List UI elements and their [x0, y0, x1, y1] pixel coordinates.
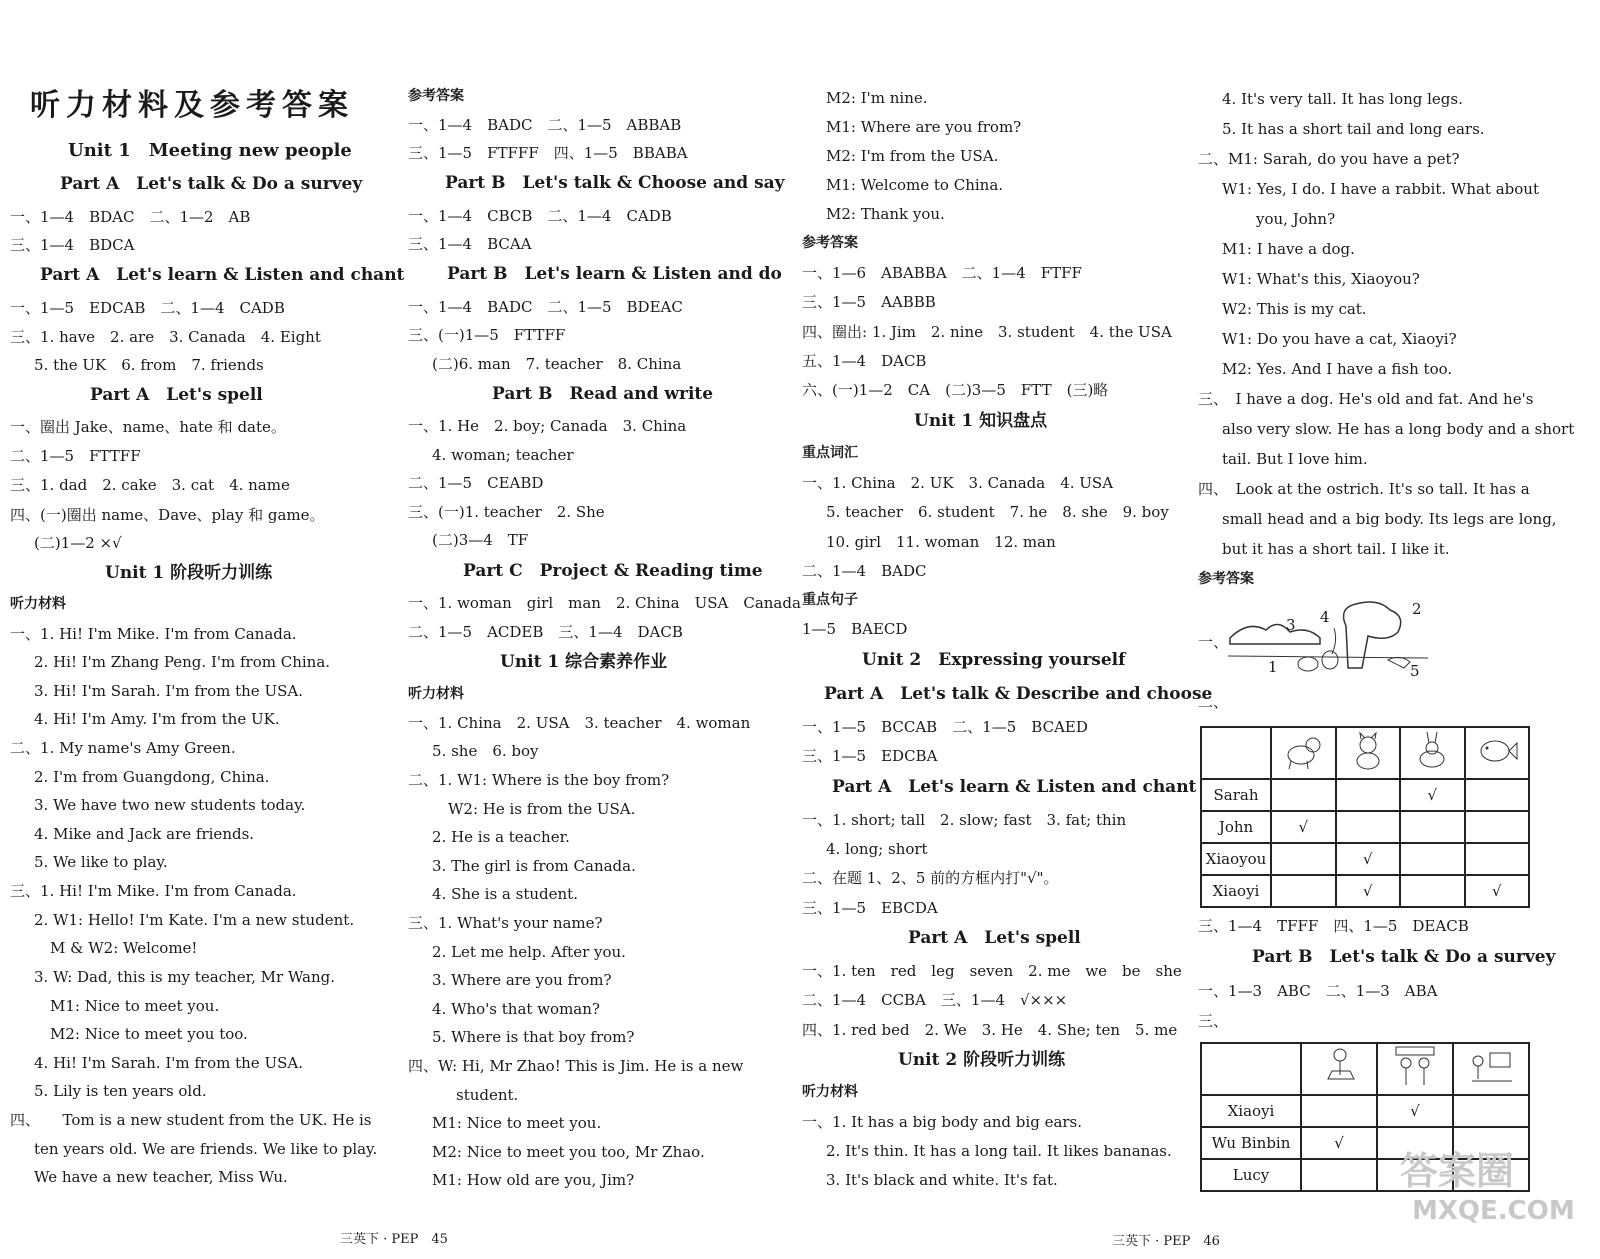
answer-line: 三、1. Hi! I'm Mike. I'm from Canada.	[10, 882, 297, 900]
answer-line: 2. I'm from Guangdong, China.	[34, 768, 270, 786]
section-heading: Part A Let's spell	[908, 928, 1081, 948]
answer-line: M1: Welcome to China.	[826, 176, 1004, 194]
mark-cell	[1400, 811, 1465, 843]
two-kids-icon	[1377, 1043, 1453, 1095]
mark-cell: √	[1400, 779, 1465, 811]
boy-computer-icon	[1453, 1043, 1529, 1095]
mark-cell: √	[1465, 875, 1530, 907]
answer-line: 四、W: Hi, Mr Zhao! This is Jim. He is a new	[408, 1057, 744, 1075]
answer-line: 三、1—5 EDCBA	[802, 747, 938, 765]
section-heading: Part A Let's learn & Listen and chant	[40, 265, 405, 285]
answer-line: 四、 Look at the ostrich. It's so tall. It has a	[1198, 480, 1530, 498]
answer-line: 一、	[1198, 633, 1229, 651]
mark-cell	[1301, 1159, 1377, 1191]
section-heading: Part A Let's talk & Describe and choose	[824, 684, 1213, 704]
answer-line: M1: Where are you from?	[826, 118, 1022, 136]
row-name: Xiaoyi	[1201, 1095, 1301, 1127]
answer-line: M & W2: Welcome!	[50, 939, 198, 957]
page-footer-right: 三英下 · PEP 46	[1112, 1234, 1220, 1249]
answer-line: W2: This is my cat.	[1222, 300, 1367, 318]
answer-line: M1: Nice to meet you.	[432, 1114, 602, 1132]
answer-line: M2: Nice to meet you too.	[50, 1025, 248, 1043]
answer-line: We have a new teacher, Miss Wu.	[34, 1168, 288, 1186]
answer-line: W1: What's this, Xiaoyou?	[1222, 270, 1420, 288]
answer-line: 三、1—4 BCAA	[408, 235, 532, 253]
answer-line: 二、1—5 FTTFF	[10, 447, 141, 465]
section-label: 听力材料	[10, 596, 66, 612]
answer-line: 一、1—4 CBCB 二、1—4 CADB	[408, 207, 672, 225]
answer-line: 5. It has a short tail and long ears.	[1222, 120, 1485, 138]
answer-line: 二、M1: Sarah, do you have a pet?	[1198, 150, 1460, 168]
answer-line: small head and a big body. Its legs are long,	[1222, 510, 1557, 528]
row-name: Sarah	[1201, 779, 1271, 811]
section-heading: Part C Project & Reading time	[463, 561, 763, 581]
answer-line: W1: Yes, I do. I have a rabbit. What about	[1222, 180, 1539, 198]
boy-reading-icon	[1301, 1043, 1377, 1095]
answer-line: W1: Do you have a cat, Xiaoyi?	[1222, 330, 1457, 348]
section-heading: Unit 2 Expressing yourself	[862, 650, 1126, 670]
answer-line: 五、1—4 DACB	[802, 352, 927, 370]
answer-line: 一、1—5 BCCAB 二、1—5 BCAED	[802, 718, 1088, 736]
section-heading: Part B Let's talk & Choose and say	[445, 173, 785, 193]
answer-line: 2. Hi! I'm Zhang Peng. I'm from China.	[34, 653, 331, 671]
answer-line: M1: Nice to meet you.	[50, 997, 220, 1015]
answer-line: 3. Where are you from?	[432, 971, 612, 989]
mark-cell	[1301, 1095, 1377, 1127]
answer-line: 二、1—4 CCBA 三、1—4 √×××	[802, 991, 1068, 1009]
answer-line: 10. girl 11. woman 12. man	[826, 533, 1056, 551]
watermark-logo: 答案圈	[1400, 1149, 1515, 1193]
section-label: 听力材料	[408, 686, 464, 702]
pet-table	[1200, 726, 1530, 908]
section-label: 重点词汇	[802, 445, 858, 461]
answer-line: 六、(一)1—2 CA (二)3—5 FTT (三)略	[802, 381, 1109, 399]
picture-number: 3	[1286, 616, 1296, 634]
mark-cell: √	[1301, 1127, 1377, 1159]
answer-line: 4. Hi! I'm Amy. I'm from the UK.	[34, 710, 280, 728]
mark-cell	[1336, 811, 1401, 843]
mark-cell: √	[1336, 843, 1401, 875]
answer-line: 三、1. What's your name?	[408, 914, 603, 932]
mark-cell	[1336, 779, 1401, 811]
answer-line: ten years old. We are friends. We like to play.	[34, 1140, 378, 1158]
answer-line: 二、	[1198, 693, 1229, 711]
answer-line: 二、1. W1: Where is the boy from?	[408, 771, 670, 789]
answer-line: but it has a short tail. I like it.	[1222, 540, 1450, 558]
answer-line: 三、	[1198, 1012, 1229, 1030]
answer-line: M2: Yes. And I have a fish too.	[1222, 360, 1453, 378]
answer-line: 三、1. have 2. are 3. Canada 4. Eight	[10, 328, 321, 346]
answer-line: 一、1—3 ABC 二、1—3 ABA	[1198, 982, 1438, 1000]
answer-line: 一、1—4 BDAC 二、1—2 AB	[10, 208, 251, 226]
fish-icon	[1465, 727, 1530, 779]
picture-number: 1	[1268, 658, 1278, 676]
answer-line: 三、(一)1—5 FTTFF	[408, 326, 566, 344]
section-label: 重点句子	[802, 592, 858, 608]
section-heading: Unit 1 知识盘点	[914, 411, 1048, 431]
answer-line: 三、1—5 AABBB	[802, 293, 936, 311]
picture-number: 5	[1410, 662, 1420, 680]
section-heading: Part A Let's spell	[90, 385, 263, 405]
dog-icon	[1271, 727, 1336, 779]
answer-line: 4. woman; teacher	[432, 446, 574, 464]
answer-line: 三、(一)1. teacher 2. She	[408, 503, 605, 521]
mark-cell: √	[1271, 811, 1336, 843]
answer-line: tail. But I love him.	[1222, 450, 1368, 468]
answer-line: (二)6. man 7. teacher 8. China	[432, 355, 682, 373]
section-heading: Part A Let's learn & Listen and chant	[832, 777, 1197, 797]
answer-line: 一、1—5 EDCAB 二、1—4 CADB	[10, 299, 285, 317]
answer-line: 二、1—4 BADC	[802, 562, 927, 580]
section-heading: Unit 1 阶段听力训练	[105, 563, 273, 583]
answer-line: M2: I'm nine.	[826, 89, 928, 107]
section-label: 参考答案	[802, 235, 858, 251]
answer-line: 二、1—5 ACDEB 三、1—4 DACB	[408, 623, 683, 641]
answer-line: 3. The girl is from Canada.	[432, 857, 636, 875]
answer-line: 三、1—5 FTFFF 四、1—5 BBABA	[408, 144, 688, 162]
mark-cell	[1465, 843, 1530, 875]
cat-icon	[1336, 727, 1401, 779]
row-name: Wu Binbin	[1201, 1127, 1301, 1159]
mark-cell	[1453, 1095, 1529, 1127]
answer-line: 3. We have two new students today.	[34, 796, 306, 814]
answer-line: 二、1. My name's Amy Green.	[10, 739, 236, 757]
answer-line: 二、1—5 CEABD	[408, 474, 544, 492]
answer-line: M1: I have a dog.	[1222, 240, 1355, 258]
answer-line: (二)1—2 ×√	[34, 534, 122, 552]
answer-line: 5. teacher 6. student 7. he 8. she 9. boy	[826, 503, 1169, 521]
answer-line: 2. It's thin. It has a long tail. It likes bananas.	[826, 1142, 1172, 1160]
answer-line: 2. Let me help. After you.	[432, 943, 626, 961]
answer-line: 一、1—6 ABABBA 二、1—4 FTFF	[802, 264, 1082, 282]
answer-line: 4. It's very tall. It has long legs.	[1222, 90, 1463, 108]
answer-line: 2. W1: Hello! I'm Kate. I'm a new student.	[34, 911, 355, 929]
answer-line: 一、1. China 2. USA 3. teacher 4. woman	[408, 714, 751, 732]
answer-line: 1—5 BAECD	[802, 620, 908, 638]
mark-cell	[1271, 875, 1336, 907]
answer-line: 4. Hi! I'm Sarah. I'm from the USA.	[34, 1054, 303, 1072]
scene-picture	[1228, 598, 1428, 680]
answer-line: 3. Hi! I'm Sarah. I'm from the USA.	[34, 682, 303, 700]
answer-line: 三、1—5 EBCDA	[802, 899, 938, 917]
answer-line: 一、1. short; tall 2. slow; fast 3. fat; thin	[802, 811, 1127, 829]
answer-line: M2: I'm from the USA.	[826, 147, 999, 165]
answer-line: 一、圈出 Jake、name、hate 和 date。	[10, 418, 286, 436]
answer-line: 2. He is a teacher.	[432, 828, 570, 846]
answer-line: 3. It's black and white. It's fat.	[826, 1171, 1058, 1189]
answer-line: 三、1. dad 2. cake 3. cat 4. name	[10, 476, 290, 494]
mark-cell: √	[1377, 1095, 1453, 1127]
answer-line: 二、在题 1、2、5 前的方框内打"√"。	[802, 869, 1059, 887]
row-name: Lucy	[1201, 1159, 1301, 1191]
answer-line: 一、1. China 2. UK 3. Canada 4. USA	[802, 474, 1114, 492]
section-label: 参考答案	[408, 88, 464, 104]
picture-number: 4	[1320, 608, 1330, 626]
unit-heading: Unit 1 Meeting new people	[68, 140, 352, 161]
answer-line: 4. long; short	[826, 840, 928, 858]
answer-line: 5. the UK 6. from 7. friends	[34, 356, 264, 374]
section-label: 听力材料	[802, 1084, 858, 1100]
answer-line: 一、1—4 BADC 二、1—5 BDEAC	[408, 298, 683, 316]
answer-line: 三、1—4 TFFF 四、1—5 DEACB	[1198, 917, 1469, 935]
page-footer-left: 三英下 · PEP 45	[340, 1232, 448, 1247]
mark-cell	[1271, 843, 1336, 875]
answer-line: you, John?	[1256, 210, 1336, 228]
rabbit-icon	[1400, 727, 1465, 779]
section-heading: Part B Read and write	[492, 384, 714, 404]
answer-line: 4. Mike and Jack are friends.	[34, 825, 255, 843]
answer-line: 一、1. woman girl man 2. China USA Canada	[408, 594, 801, 612]
answer-line: 四、圈出: 1. Jim 2. nine 3. student 4. the USA	[802, 323, 1172, 341]
section-heading: Part B Let's talk & Do a survey	[1252, 947, 1556, 967]
answer-line: 5. she 6. boy	[432, 742, 539, 760]
answer-line: 四、 Tom is a new student from the UK. He is	[10, 1111, 372, 1129]
answer-line: also very slow. He has a long body and a short	[1222, 420, 1575, 438]
mark-cell: √	[1336, 875, 1401, 907]
mark-cell	[1271, 779, 1336, 811]
section-heading: Part A Let's talk & Do a survey	[60, 174, 363, 194]
answer-line: 四、(一)圈出 name、Dave、play 和 game。	[10, 506, 325, 524]
section-heading: Unit 1 综合素养作业	[500, 652, 668, 672]
row-name: John	[1201, 811, 1271, 843]
mark-cell	[1400, 875, 1465, 907]
answer-line: 一、1. Hi! I'm Mike. I'm from Canada.	[10, 625, 297, 643]
answer-line: (二)3—4 TF	[432, 531, 529, 549]
answer-line: 一、1. It has a big body and big ears.	[802, 1113, 1083, 1131]
row-name: Xiaoyou	[1201, 843, 1271, 875]
answer-line: 5. We like to play.	[34, 853, 168, 871]
section-heading: Unit 2 阶段听力训练	[898, 1050, 1066, 1070]
answer-line: 4. Who's that woman?	[432, 1000, 600, 1018]
section-label: 参考答案	[1198, 571, 1254, 587]
answer-line: 一、1—4 BADC 二、1—5 ABBAB	[408, 116, 682, 134]
mark-cell	[1400, 843, 1465, 875]
section-heading: Part B Let's learn & Listen and do	[447, 264, 782, 284]
watermark-url: MXQE.COM	[1412, 1196, 1575, 1226]
answer-line: M2: Thank you.	[826, 205, 945, 223]
answer-line: M1: How old are you, Jim?	[432, 1171, 635, 1189]
answer-line: 三、1—4 BDCA	[10, 236, 135, 254]
answer-line: M2: Nice to meet you too, Mr Zhao.	[432, 1143, 705, 1161]
mark-cell	[1465, 811, 1530, 843]
answer-line: 三、 I have a dog. He's old and fat. And he's	[1198, 390, 1534, 408]
answer-line: 4. She is a student.	[432, 885, 578, 903]
answer-line: student.	[456, 1086, 519, 1104]
mark-cell	[1465, 779, 1530, 811]
row-name: Xiaoyi	[1201, 875, 1271, 907]
picture-number: 2	[1412, 600, 1422, 618]
answer-line: W2: He is from the USA.	[448, 800, 636, 818]
answer-line: 一、1. ten red leg seven 2. me we be she	[802, 962, 1182, 980]
answer-line: 3. W: Dad, this is my teacher, Mr Wang.	[34, 968, 336, 986]
answer-line: 5. Where is that boy from?	[432, 1028, 635, 1046]
answer-line: 5. Lily is ten years old.	[34, 1082, 207, 1100]
answer-line: 一、1. He 2. boy; Canada 3. China	[408, 417, 687, 435]
answer-line: 四、1. red bed 2. We 3. He 4. She; ten 5. me	[802, 1021, 1178, 1039]
page-title: 听力材料及参考答案	[30, 88, 354, 123]
